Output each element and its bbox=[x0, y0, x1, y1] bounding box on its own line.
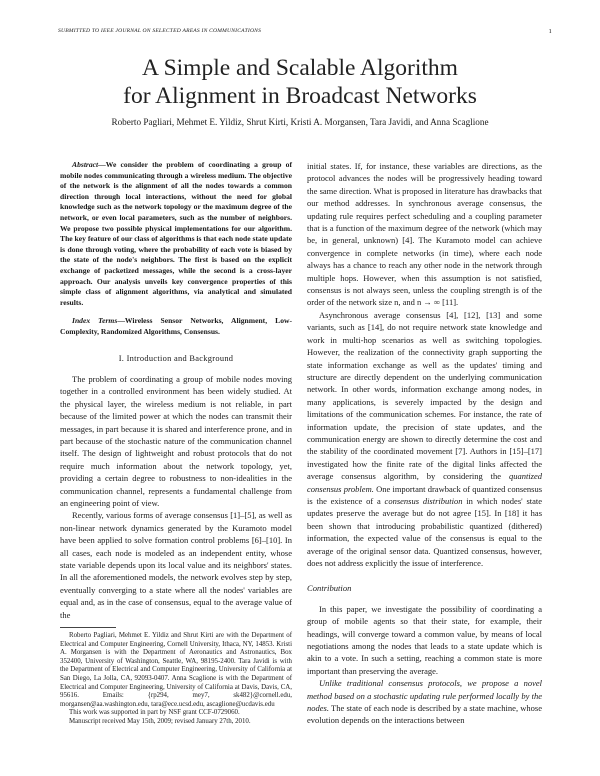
right-paragraph-3: In this paper, we investigate the possibility of coordinating a group of mobile agents so that their state, for example, their headings, will converge toward a common value, by means of local negotiations among the nodes that leads to a state update which is akin to a vote. In such a setting, reaching a common state is more important than preserving the average. bbox=[307, 603, 542, 676]
intro-paragraph-2: Recently, various forms of average consensus [1]–[5], as well as non-linear network dynamics generated by the Kuramoto model have been applied to solve formation control problems [6]–[10]. In all cases, each node is modeled as an independent entity, whose state variable depends upon its local value and its neighbors' states. In all the aforementioned models, the network evolves step by step, eventually converging to a state where all the nodes' variables are equal and, as in the case of consensus, equal to the average value of the bbox=[60, 510, 292, 620]
title-line-1: A Simple and Scalable Algorithm bbox=[142, 55, 458, 81]
footnotes bbox=[60, 632, 292, 727]
abstract-lead: Abstract bbox=[72, 160, 99, 169]
title-line-2: for Alignment in Broadcast Networks bbox=[123, 83, 477, 109]
index-terms-lead: Index Terms bbox=[72, 316, 118, 326]
right-paragraph-4 bbox=[307, 677, 542, 727]
footnote-funding: This work was supported in part by NSF grant CCF-0729060. bbox=[69, 709, 240, 717]
abstract bbox=[60, 160, 292, 308]
right-p2-text-b: One important drawback of quantized consensus is the existence of a bbox=[307, 483, 543, 506]
right-p2-emphasis-2: consensus distribution bbox=[384, 495, 463, 506]
paper-title bbox=[0, 54, 600, 110]
index-terms-text: —Wireless Sensor Networks, Alignment, Low-Complexity, Randomized Algorithms, Consensus. bbox=[60, 316, 293, 336]
subsection-heading-contribution: Contribution bbox=[307, 583, 352, 594]
footnote-manuscript: Manuscript received May 15th, 2009; revised January 27th, 2010. bbox=[69, 717, 251, 725]
right-column bbox=[307, 160, 542, 727]
right-paragraph-2 bbox=[307, 309, 542, 570]
footnote-rule bbox=[60, 627, 116, 628]
left-column bbox=[60, 160, 292, 727]
section-heading-intro: I. Introduction and Background bbox=[118, 353, 234, 363]
index-terms bbox=[60, 316, 292, 337]
right-p4-emphasis: Unlike traditional consensus protocols, we propose a novel method based on a stochastic updating rule performed locally by the nodes. bbox=[307, 678, 542, 714]
journal-name: SUBMITTED TO IEEE JOURNAL ON SELECTED AREAS IN COMMUNICATIONS bbox=[58, 28, 262, 34]
page-number: 1 bbox=[548, 28, 552, 35]
author-list: Roberto Pagliari, Mehmet E. Yildiz, Shrut Kirti, Kristi A. Morgansen, Tara Javidi, and Anna Scaglione bbox=[111, 117, 489, 127]
right-p4-text: The state of each node is described by a state machine, whose evolution depends on the interactions between bbox=[307, 703, 542, 726]
right-p2-text-c: in which nodes' state updates preserve the average but do not agree [15]. In [18] it has been shown that introducing probabilistic quantized (dithered) information, the expected value of the consensus is equal to the average of the original sensor data. Quantized consensus, however, does not address explicitly the issue of interference. bbox=[307, 495, 543, 568]
abstract-text: —We consider the problem of coordinating a group of mobile nodes communicating through a wireless medium. The objective of the network is the alignment of all the nodes towards a common direction through local interactions, without the need for global knowledge such as the network topology or the maximum degree of the network, or even local parameters, such as the number of neighbors. We propose two possible physical implementations for our algorithm. The key feature of our class of algorithms is that each node state update is done through voting, where the probability of each vote is biased by the state of the node's neighbors. The first is based on the explicit exchange of packetized messages, while the second is a cross-layer approach. Our analysis unveils key convergence properties of this simple class of alignment algorithms, via analytical and simulated results. bbox=[60, 160, 292, 307]
right-p2-emphasis-1: quantized consensus problem. bbox=[307, 471, 542, 494]
footnote-affiliations: Roberto Pagliari, Mehmet E. Yildiz and Shrut Kirti are with the Department of Electrical and Computer Engineering, Cornell University, Ithaca, NY, 14853. Kristi A. Morgansen is with the Department of Aeronautics and Astronautics, Box 352400, University of Washington, Seattle, WA, 98195-2400. Tara Javidi is with the Department of Electrical and Computer Engineering, University of California at San Diego, La Jolla, CA, 92093-0407. Anna Scaglione is with the Department of Electrical and Computer Engineering, University of California at Davis, Davis, CA, 95616. Emails: {rp294, mey7, sk482}@cornell.edu, morgansen@aa.washington.edu, tara@ece.ucsd.edu, ascaglione@ucdavis.edu bbox=[60, 632, 292, 708]
right-p2-text: Asynchronous average consensus [4], [12], [13] and some variants, such as [14], do not require network state knowledge and work in multi-hop scenarios as well as switching topologies. However, the realization of the connectivity graph supporting the state information exchange as well as the updates' timing and structure are directly dependent on the underlying communication network. In other words, information exchange among nodes, in many applications, is severely impacted by the design and limitations of the communication schemes. For instance, the rate of information update, the precision of state updates, and the communication energy are shown to directly determine the cost and the stability of the coordinated movement [7]. Authors in [15]–[17] investigated how the finite rate of the digital links affected the average consensus algorithm, by considering the bbox=[307, 309, 542, 482]
intro-paragraph-1: The problem of coordinating a group of mobile nodes moving together in a controlled environment has been widely studied. At the physical layer, the wireless medium is not reliable, in part because of the limited power at which the nodes can transmit their messages, in part because it is shared and interference prone, and in part because of the stochastic nature of the communication channel itself. The design of lightweight and robust protocols that do not require much information about the network topology, yet, providing a certain degree to robustness to non-idealities in the communication channel, represents a fundamental challenge from an engineering point of view. bbox=[60, 373, 292, 508]
running-header bbox=[58, 28, 552, 34]
right-paragraph-1: initial states. If, for instance, these variables are directions, as the protocol advances the nodes will be progressively heading toward the same direction. What is proposed in literature has drawbacks that our method addresses. In synchronous average consensus, the updating rule requires perfect scheduling and a coupling parameter that is a function of the maximum degree of the network (which may be, in general, unknown) [4]. The Kuramoto model can achieve convergence in complete networks (in time), where each node always has a chance to reach any other node in the network through multiple hops. However, when this assumption is not satisfied, consensus is not always seen, unless the coupling strength is of the order of the network size n, and n → ∞ [11]. bbox=[307, 161, 542, 308]
